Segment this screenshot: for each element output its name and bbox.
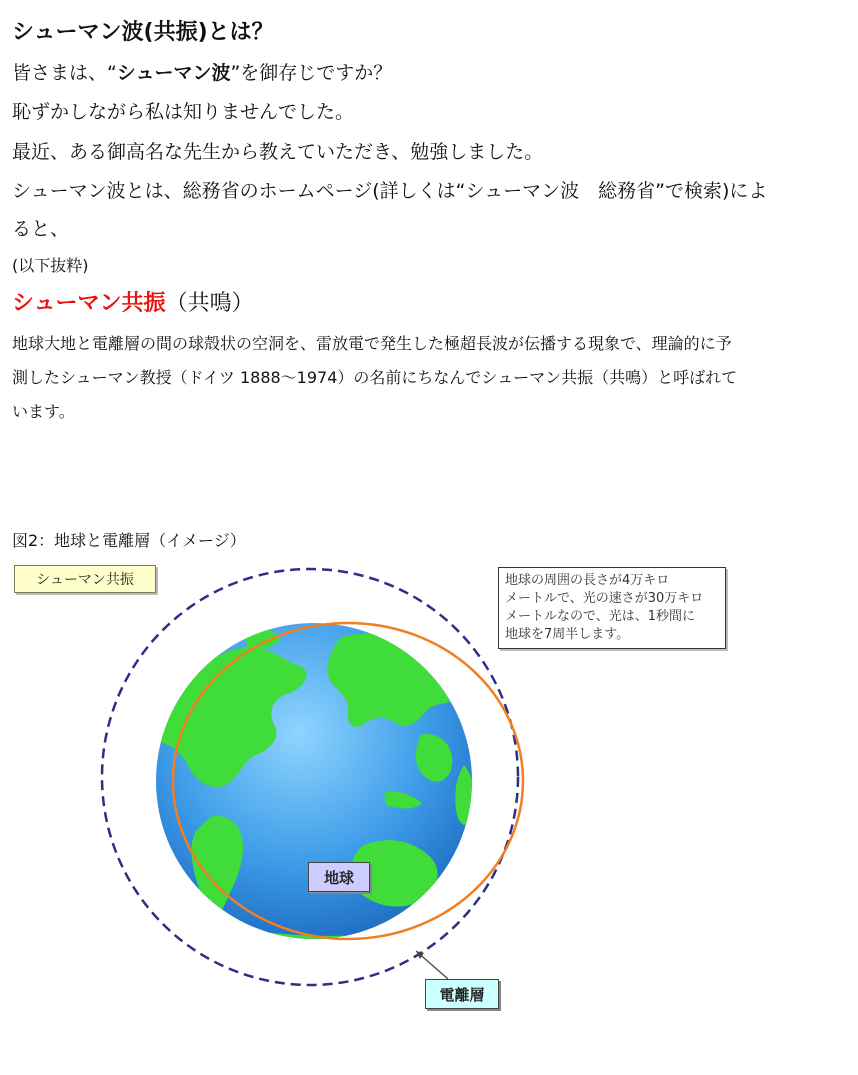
- quote-line-2: 測したシューマン教授（ドイツ 1888～1974）の名前にちなんでシューマン共振（共鳴）と呼ばれて: [12, 368, 738, 387]
- label-schumann-resonance: [14, 565, 156, 593]
- intro-bold-term: シューマン波: [116, 62, 231, 84]
- figure-caption: 図2：地球と電離層（イメージ）: [12, 531, 246, 550]
- section-heading-rest: （共鳴）: [165, 291, 254, 316]
- paragraph-line-5: ると、: [12, 218, 70, 240]
- label-ionosphere-text: 電離層: [439, 985, 485, 1004]
- quote-line-1: 地球大地と電離層の間の球殻状の空洞を、雷放電で発生した極超長波が伝播する現象で、理論的に予: [12, 334, 732, 353]
- earth-ionosphere-diagram: [12, 555, 858, 1025]
- info-box: [498, 567, 726, 649]
- excerpt-note: (以下抜粋): [12, 256, 89, 275]
- info-line-1: 地球の周囲の長さが4万キロ: [505, 573, 670, 588]
- label-earth: [308, 862, 370, 892]
- label-ionosphere: [425, 979, 499, 1009]
- label-earth-text: 地球: [323, 868, 354, 887]
- paragraph-line-2: 恥ずかしながら私は知りませんでした。: [12, 101, 355, 123]
- section-heading-red: シューマン共振: [12, 291, 166, 316]
- label-schumann-text: シューマン共振: [36, 572, 134, 588]
- info-line-3: メートルなので、光は、1秒間に: [505, 609, 696, 624]
- diagram-svg: [12, 555, 858, 1025]
- paragraph-line-3: 最近、ある御高名な先生から教えていただき、勉強しました。: [12, 141, 544, 163]
- paragraph-line-4: シューマン波とは、総務省のホームページ(詳しくは“シューマン波 総務省”で検索)によ: [12, 180, 768, 202]
- quote-line-3: います。: [12, 402, 75, 421]
- page-title: シューマン波(共振)とは？: [12, 20, 274, 45]
- intro-line: [12, 58, 392, 88]
- intro-suffix: ”を御存じですか？: [230, 62, 393, 84]
- intro-prefix: 皆さまは、“: [12, 62, 117, 84]
- article: [12, 0, 858, 1075]
- section-heading: [12, 288, 254, 320]
- info-line-2: メートルで、光の速さが30万キロ: [505, 591, 704, 606]
- info-line-4: 地球を7周半します。: [505, 627, 630, 642]
